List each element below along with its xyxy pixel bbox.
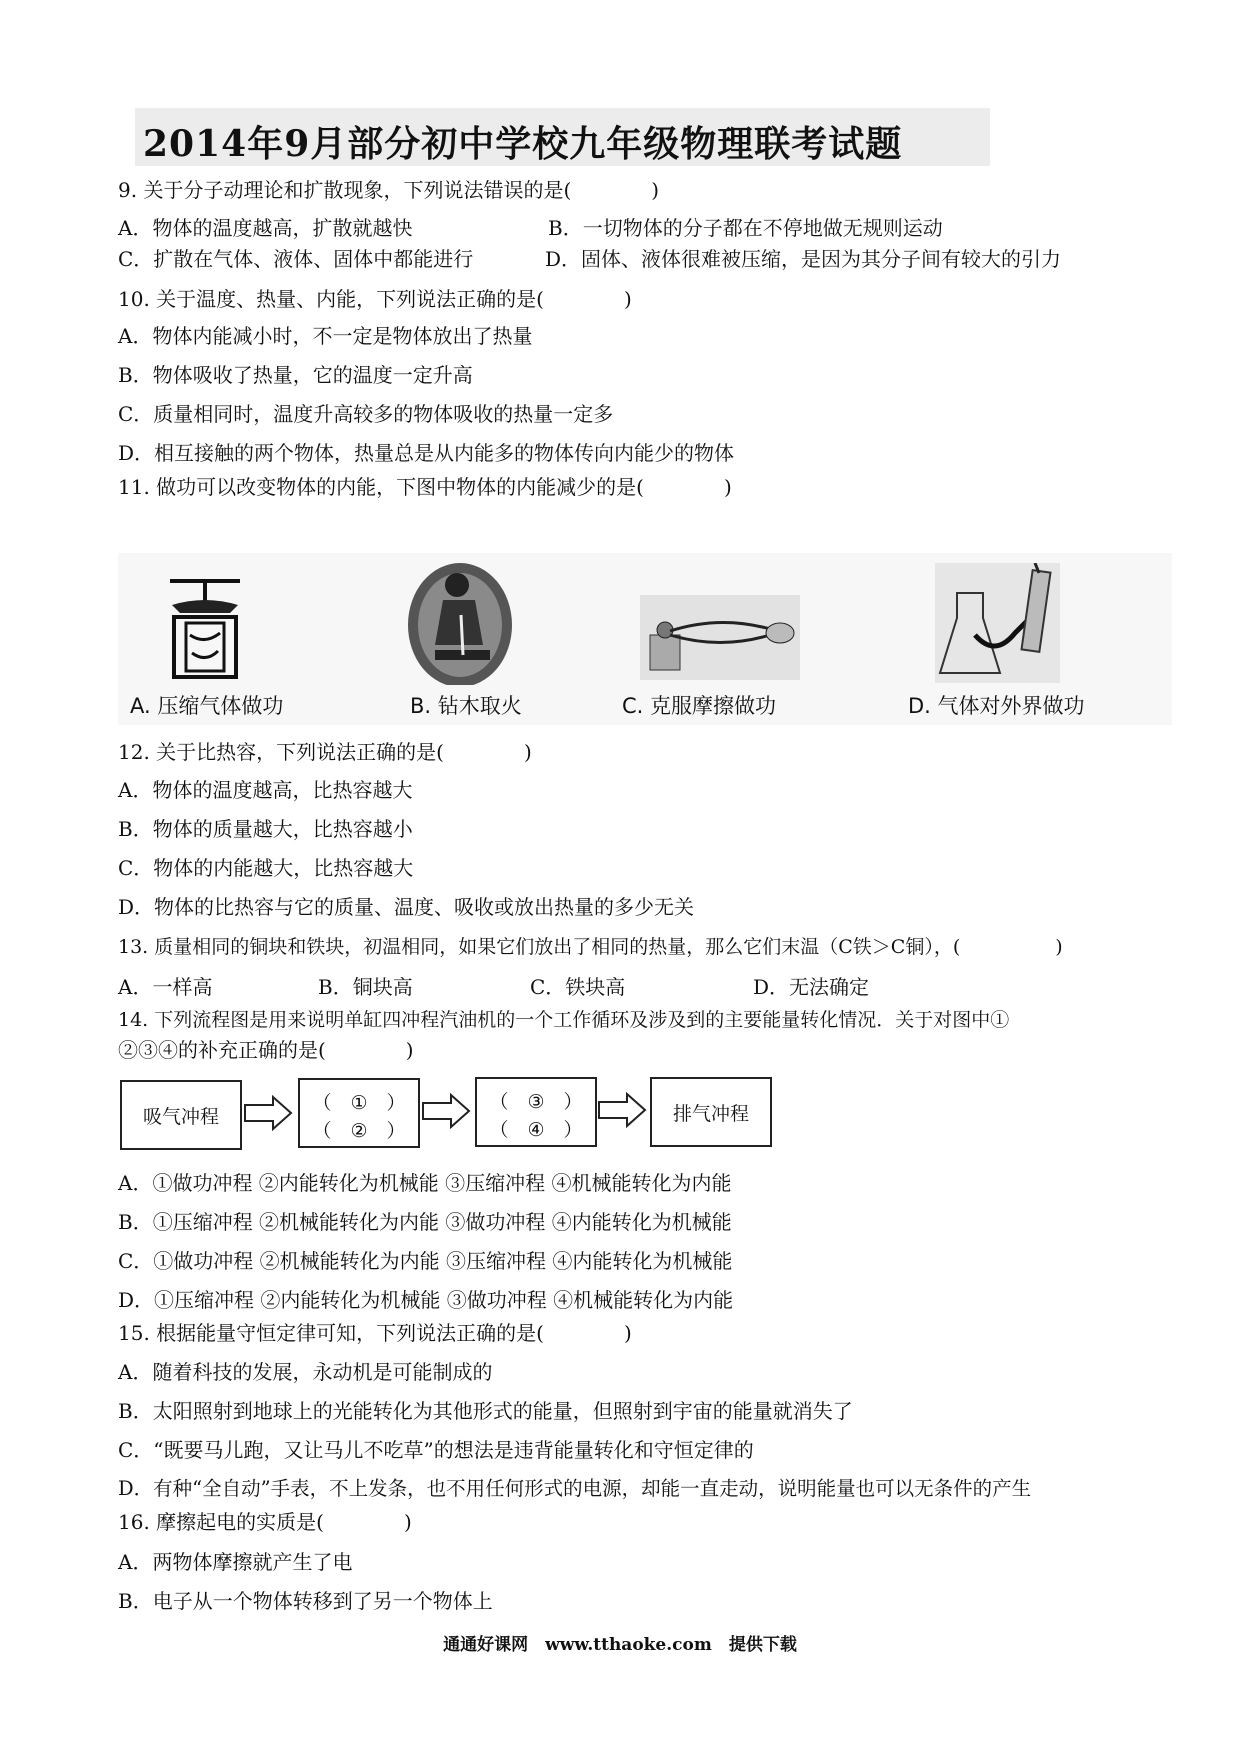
flow-box-exhaust-label: 排气冲程 [672, 1103, 749, 1125]
q16-stem: 16. 摩擦起电的实质是( ) [118, 1510, 412, 1534]
q9-option-d: D．固体、液体很难被压缩，是因为其分子间有较大的引力 [545, 247, 1062, 271]
q13-option-a: A．一样高 [118, 975, 213, 999]
q15-option-d: D．有种“全自动”手表，不上发条，也不用任何形式的电源，却能一直走动，说明能量也可以无条件的产生 [118, 1477, 1032, 1500]
q9-stem: 9. 关于分子动理论和扩散现象，下列说法错误的是( ) [118, 178, 660, 202]
flow-arrow-3 [597, 1092, 647, 1128]
q9-option-a: A．物体的温度越高，扩散就越快 [118, 216, 413, 240]
q15-option-b: B．太阳照射到地球上的光能转化为其他形式的能量，但照射到宇宙的能量就消失了 [118, 1399, 853, 1423]
q13-option-c: C．铁块高 [530, 975, 626, 999]
flow-box-intake-label: 吸气冲程 [142, 1106, 219, 1128]
q10-stem: 10. 关于温度、热量、内能，下列说法正确的是( ) [118, 287, 632, 311]
q10-option-a: A．物体内能减小时，不一定是物体放出了热量 [118, 324, 533, 348]
flow-box-stroke-12 [298, 1078, 420, 1148]
q14-option-c: C．①做功冲程 ②机械能转化为内能 ③压缩冲程 ④内能转化为机械能 [118, 1249, 733, 1273]
q14-stem-line2: ②③④的补充正确的是( ) [118, 1038, 414, 1062]
q16-option-a: A．两物体摩擦就产生了电 [118, 1550, 353, 1574]
page-footer: 通通好课网 www.tthaoke.com 提供下载 [443, 1635, 797, 1655]
gas-work-figure [935, 563, 1060, 683]
q10-option-d: D．相互接触的两个物体，热量总是从内能多的物体传向内能少的物体 [118, 441, 735, 465]
flow-box-exhaust [650, 1077, 772, 1147]
q12-option-c: C．物体的内能越大，比热容越大 [118, 856, 414, 880]
q12-option-d: D．物体的比热容与它的质量、温度、吸收或放出热量的多少无关 [118, 895, 695, 919]
q14-option-a: A．①做功冲程 ②内能转化为机械能 ③压缩冲程 ④机械能转化为内能 [118, 1171, 732, 1195]
q13-option-b: B．铜块高 [318, 975, 413, 999]
drill-wood-figure [405, 555, 515, 685]
flow-arrow-2 [421, 1093, 471, 1129]
flow-slot-3: （ ③ ） [489, 1091, 583, 1113]
q13-stem: 13. 质量相同的铜块和铁块，初温相同，如果它们放出了相同的热量，那么它们末温（C铁＞C铜），( ) [118, 936, 1063, 958]
q12-stem: 12. 关于比热容，下列说法正确的是( ) [118, 740, 532, 764]
q11-caption-c: C. 克服摩擦做功 [622, 694, 777, 718]
friction-figure [640, 595, 800, 680]
q16-option-b: B．电子从一个物体转移到了另一个物体上 [118, 1589, 493, 1613]
q11-caption-b: B. 钻木取火 [410, 694, 522, 718]
q14-option-b: B．①压缩冲程 ②机械能转化为内能 ③做功冲程 ④内能转化为机械能 [118, 1210, 732, 1234]
q10-option-b: B．物体吸收了热量，它的温度一定升高 [118, 363, 473, 387]
q12-option-b: B．物体的质量越大，比热容越小 [118, 817, 413, 841]
flow-slot-2: （ ② ） [312, 1120, 406, 1142]
q14-stem-line1: 14. 下列流程图是用来说明单缸四冲程汽油机的一个工作循环及涉及到的主要能量转化情况．关于对图中① [118, 1009, 1010, 1031]
q14-option-d: D．①压缩冲程 ②内能转化为机械能 ③做功冲程 ④机械能转化为内能 [118, 1288, 734, 1312]
page-title: 2014年9月部分初中学校九年级物理联考试题 [143, 123, 903, 165]
flow-slot-4: （ ④ ） [489, 1119, 583, 1141]
flow-slot-1: （ ① ） [312, 1092, 406, 1114]
flow-arrow-1 [243, 1095, 293, 1131]
q15-option-a: A．随着科技的发展，永动机是可能制成的 [118, 1360, 493, 1384]
q13-option-d: D．无法确定 [753, 975, 870, 999]
q11-stem: 11. 做功可以改变物体的内能，下图中物体的内能减少的是( ) [118, 475, 732, 499]
q15-option-c: C．“既要马儿跑，又让马儿不吃草”的想法是违背能量转化和守恒定律的 [118, 1438, 754, 1462]
q10-option-c: C．质量相同时，温度升高较多的物体吸收的热量一定多 [118, 402, 614, 426]
flow-box-intake [120, 1080, 242, 1150]
flow-box-stroke-34 [475, 1077, 597, 1147]
q12-option-a: A．物体的温度越高，比热容越大 [118, 778, 413, 802]
q11-caption-a: A. 压缩气体做功 [130, 694, 284, 718]
compress-gas-figure [160, 575, 250, 680]
q9-option-c: C．扩散在气体、液体、固体中都能进行 [118, 247, 474, 271]
q9-option-b: B．一切物体的分子都在不停地做无规则运动 [548, 216, 943, 240]
q11-caption-d: D. 气体对外界做功 [908, 694, 1085, 718]
q15-stem: 15. 根据能量守恒定律可知，下列说法正确的是( ) [118, 1321, 632, 1345]
